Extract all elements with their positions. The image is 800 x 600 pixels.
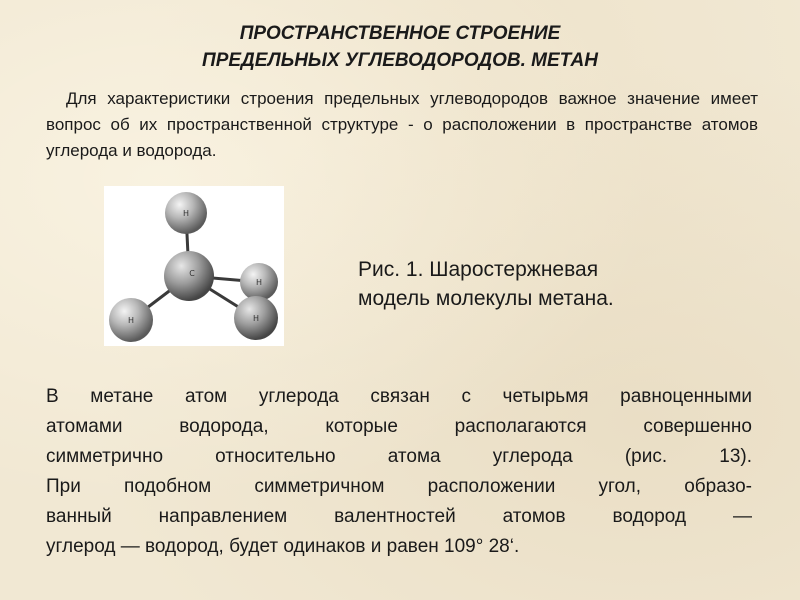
body-paragraph (46, 382, 752, 562)
figure-caption (358, 255, 758, 313)
svg-text:H: H (252, 314, 260, 323)
svg-text:H: H (182, 209, 190, 218)
body-line-4: При подобном симметричном расположении угол, образо- (46, 476, 752, 497)
intro-paragraph: Для характеристики строения предельных углеводородов важное значение имеет вопрос об их пространственной структуре - о расположении в пространстве атомов углерода и водорода. (46, 89, 758, 160)
hydrogen-atom-left (109, 298, 153, 342)
title-line-2: ПРЕДЕЛЬНЫХ УГЛЕВОДОРОДОВ. МЕТАН (202, 50, 598, 71)
caption-line-2: модель молекулы метана. (358, 287, 614, 310)
hydrogen-atom-right-front (234, 296, 278, 340)
body-line-2: атомами водорода, которые располагаются совершенно (46, 416, 752, 437)
body-line-1: В метане атом углерода связан с четырьмя равноценными (46, 386, 752, 407)
hydrogen-atom-right-back (240, 263, 278, 301)
methane-ball-and-stick-figure (104, 186, 284, 346)
hydrogen-atom-top (165, 192, 207, 234)
svg-text:H: H (255, 278, 263, 287)
body-line-3: симметрично относительно атома углерода (рис. 13). (46, 446, 752, 467)
title-line-1: ПРОСТРАНСТВЕННОЕ СТРОЕНИЕ (239, 23, 561, 44)
carbon-atom (164, 251, 214, 301)
body-line-5: ванный направлением валентностей атомов водород — (46, 506, 752, 527)
methane-model-svg (104, 186, 284, 346)
body-line-6: углерод — водород, будет одинаков и равен 109° 28‘. (46, 536, 520, 557)
svg-text:H: H (127, 316, 135, 325)
caption-line-1: Рис. 1. Шаростержневая (358, 258, 599, 281)
svg-text:C: C (189, 269, 195, 278)
slide-title (0, 20, 800, 74)
